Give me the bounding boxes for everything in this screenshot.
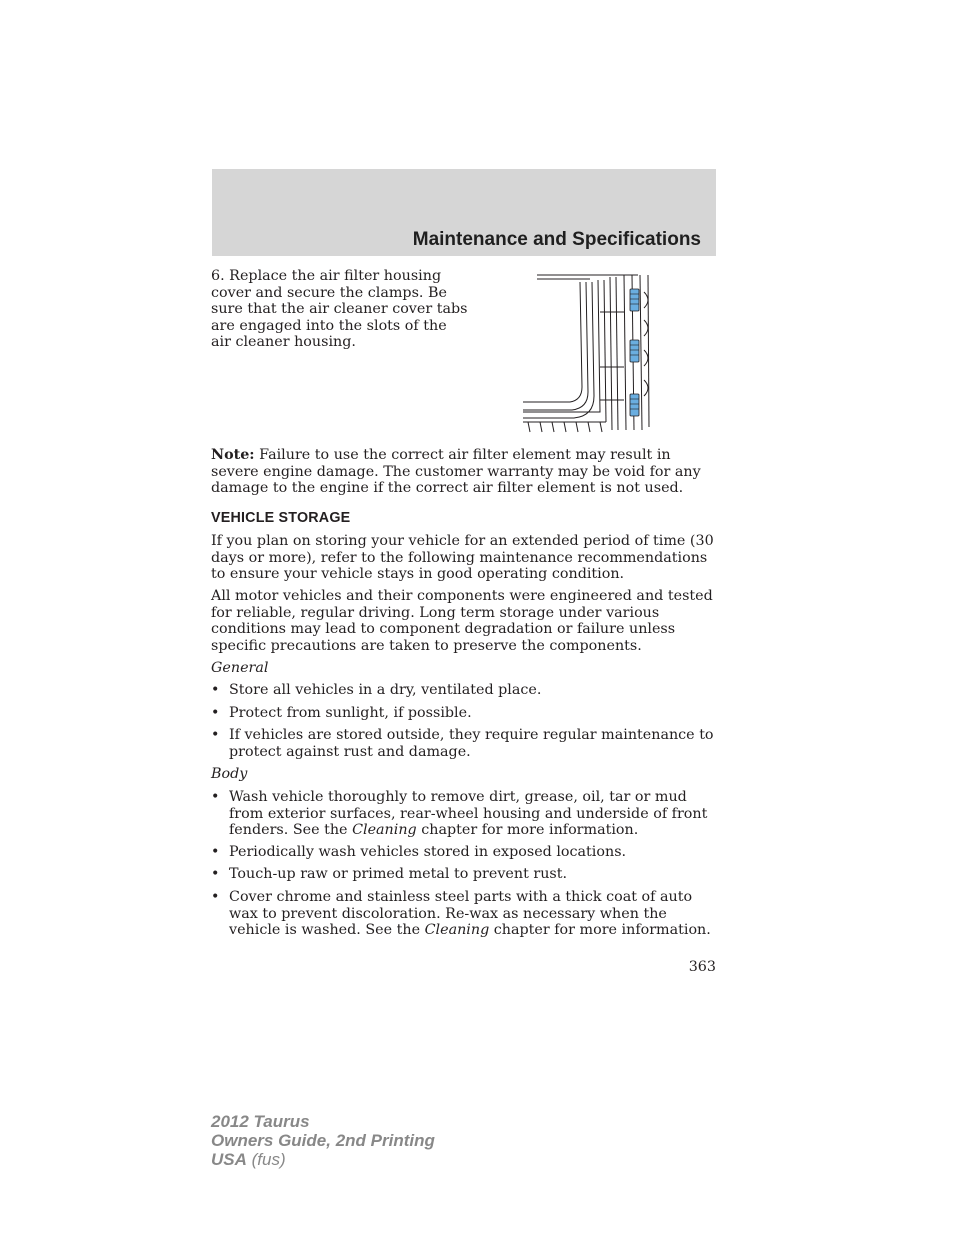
chapter-header-bar [212,169,716,256]
list-item: • Store all vehicles in a dry, ventilated place. [211,682,716,699]
list-item-text: Touch-up raw or primed metal to prevent rust. [229,866,568,882]
list-item-text: Periodically wash vehicles stored in exposed locations. [229,844,627,860]
list-item: • Touch-up raw or primed metal to prevent rust. [211,866,716,883]
footer-model-line: 2012 Taurus [211,1112,310,1131]
note-text: Failure to use the correct air filter element may result in severe engine damage. The customer warranty may be void for any damage to the engine if the correct air filter element is not used. [211,447,701,497]
list-item-text: Store all vehicles in a dry, ventilated place. [229,682,542,698]
list-item-text: Cover chrome and stainless steel parts with a thick coat of auto wax to prevent discoloration. Re-wax as necessary when the vehicle is washed. See the Cleaning chapter for more information. [229,889,711,938]
subheading-body: Body [211,766,248,782]
step-6-text: 6. Replace the air filter housing cover and secure the clamps. Be sure that the air cleaner cover tabs are engaged into the slots of the air cleaner housing. [211,268,468,351]
list-item-text: If vehicles are stored outside, they require regular maintenance to protect against rust and damage. [229,727,714,760]
footer-guide-line: Owners Guide, 2nd Printing [211,1131,435,1150]
document-footer [211,1112,435,1169]
list-item-text: Wash vehicle thoroughly to remove dirt, grease, oil, tar or mud from exterior surfaces, rear-wheel housing and underside of front fenders. See the Cleaning chapter for more information. [229,789,708,838]
air-filter-housing-illustration [520,272,655,434]
note-label: Note: [211,447,255,463]
list-item: • Cover chrome and stainless steel parts with a thick coat of auto wax to prevent discoloration. Re-wax as necessary when the vehicle is washed. See the Cleaning chapter for more information. [211,889,716,939]
air-filter-housing-clamps-icon [520,272,655,434]
subheading-general: General [211,660,269,676]
chapter-title: Maintenance and Specifications [412,229,701,250]
section-heading-vehicle-storage: VEHICLE STORAGE [211,510,351,526]
cleaning-chapter-reference: Cleaning [352,822,417,838]
storage-engineering-paragraph: All motor vehicles and their components were engineered and tested for reliable, regular driving. Long term storage under various conditions may lead to component degradation or failure unless specific precautions are taken to preserve the components. [211,588,713,654]
list-item: • Wash vehicle thoroughly to remove dirt, grease, oil, tar or mud from exterior surfaces, rear-wheel housing and underside of front fenders. See the Cleaning chapter for more information. [211,789,716,839]
air-filter-note [211,447,716,497]
list-item: • Protect from sunlight, if possible. [211,705,716,722]
list-item: • Periodically wash vehicles stored in exposed locations. [211,844,716,861]
page-number: 363 [688,959,716,975]
cleaning-chapter-reference: Cleaning [424,922,490,938]
storage-intro-paragraph: If you plan on storing your vehicle for an extended period of time (30 days or more), refer to the following maintenance recommendations to ensure your vehicle stays in good operating condition. [211,533,714,582]
list-item: • If vehicles are stored outside, they require regular maintenance to protect against rust and damage. [211,727,716,760]
footer-region-line: USA (fus) [211,1150,286,1169]
list-item-text: Protect from sunlight, if possible. [229,705,472,721]
